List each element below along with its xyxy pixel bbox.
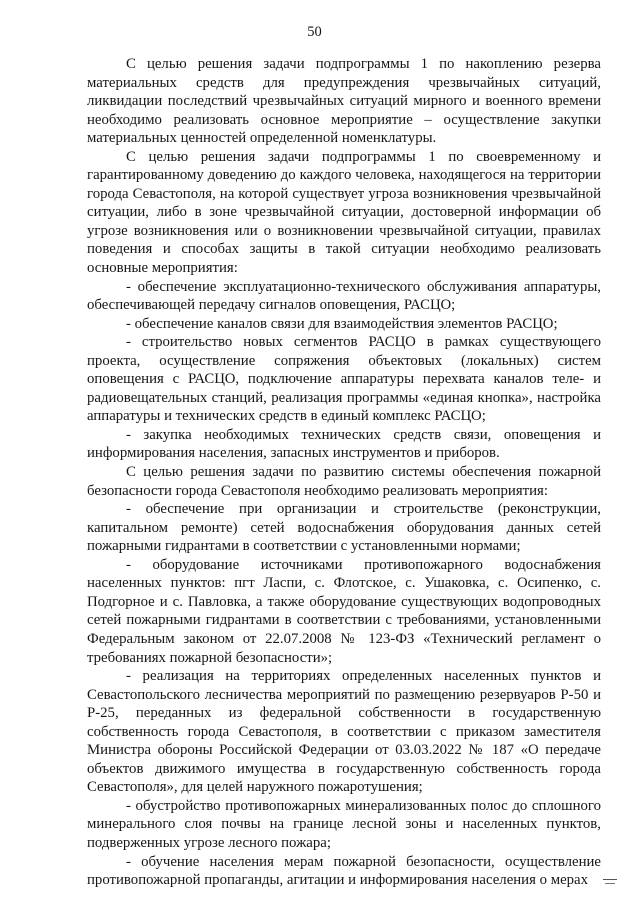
- paragraph-warning-system: С целью решения задачи подпрограммы 1 по своевременному и гарантированному доведению до каждого человека, находящегося на территории города Севастополя, на которой существует угроза возникновения чрезвычайной ситуации, либо в зоне чрезвычайной ситуации, достоверной информации об угрозе возникновения или о возникновении чрезвычайной ситуации, правилах поведения и способах защиты в такой ситуации необходимо реализовать основные мероприятия:: [87, 148, 601, 277]
- list-item-equipment-purchase: - закупка необходимых технических средств связи, оповещения и информирования населения, запасных инструментов и приборов.: [87, 426, 601, 462]
- scan-mark: [603, 879, 617, 883]
- paragraph-material-reserve: С целью решения задачи подпрограммы 1 по накоплению резерва материальных средств для предупреждения чрезвычайных ситуаций, ликвидации последствий чрезвычайных ситуаций мирного и военного времени необходимо реализовать основное мероприятие – осуществление закупки материальных ценностей определенной номенклатуры.: [87, 56, 601, 147]
- list-item-rasco-construction: - строительство новых сегментов РАСЦО в рамках существующего проекта, осуществление сопряжения объектовых (локальных) систем оповещения с РАСЦО, подключение аппаратуры перехвата каналов теле- и радиовещательных станций, реализация программы «единая кнопка», настройка аппаратуры и технических средств в единый комплекс РАСЦО;: [87, 334, 601, 425]
- page-number: 50: [307, 24, 322, 40]
- paragraph-fire-safety: С целью решения задачи по развитию системы обеспечения пожарной безопасности города Севастополя необходимо реализовать мероприятия:: [87, 464, 601, 499]
- document-body: [87, 55, 601, 890]
- list-item-maintenance: - обеспечение эксплуатационно-технического обслуживания аппаратуры, обеспечивающей передачу сигналов оповещения, РАСЦО;: [87, 278, 601, 314]
- list-item-reservoirs: - реализация на территориях определенных населенных пунктов и Севастопольского лесничества мероприятий по размещению резервуаров Р-50 и Р-25, переданных из федеральной собственности в государственную собственность города Севастополя, в соответствии с приказом заместителя Министра обороны Российской Федерации от 03.03.2022 № 187 «О передаче объектов движимого имущества в государственную собственность города Севастополя», для целей наружного пожаротушения;: [87, 668, 601, 796]
- list-item-firebreaks: - обустройство противопожарных минерализованных полос до сплошного минерального слоя почвы на границе лесной зоны и населенных пунктов, подверженных угрозе лесного пожара;: [87, 797, 601, 851]
- list-item-hydrants: - обеспечение при организации и строительстве (реконструкции, капитальном ремонте) сетей водоснабжения оборудования данных сетей пожарными гидрантами в соответствии с установленными нормами;: [87, 501, 601, 555]
- list-item-training: - обучение населения мерам пожарной безопасности, осуществление противопожарной пропаганды, агитации и информирования населения о мерах: [87, 853, 601, 889]
- list-item-water-sources: - оборудование источниками противопожарного водоснабжения населенных пунктов: пгт Ласпи, с. Флотское, с. Ушаковка, с. Осипенко, с. Подгорное и с. Павловка, а также оборудование существующих водопроводных сетей пожарными гидрантами в соответствии с требованиями, установленными Федеральным законом от 22.07.2008 № 123-ФЗ «Технический регламент о требованиях пожарной безопасности»;: [87, 556, 601, 666]
- list-item-communication-channels: - обеспечение каналов связи для взаимодействия элементов РАСЦО;: [126, 315, 558, 332]
